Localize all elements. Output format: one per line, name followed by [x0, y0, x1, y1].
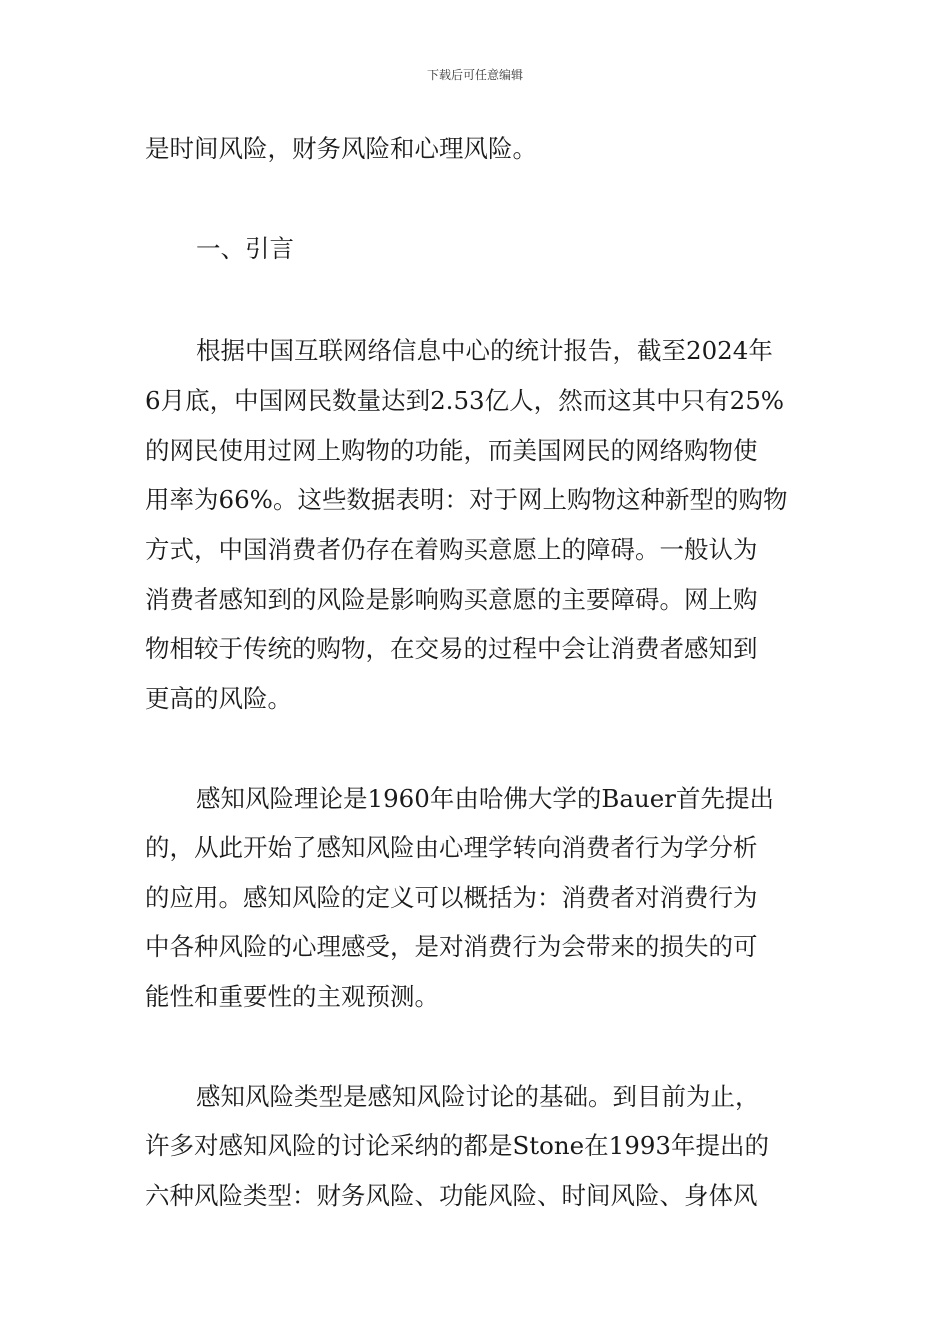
paragraph-line: 感知风险理论是1960年由哈佛大学的Bauer首先提出	[196, 784, 774, 813]
paragraph-line: 用率为66%。这些数据表明：对于网上购物这种新型的购物	[145, 485, 788, 514]
paragraph-line: 的，从此开始了感知风险由心理学转向消费者行为学分析	[145, 833, 758, 862]
paragraph-line: 能性和重要性的主观预测。	[145, 982, 439, 1011]
paragraph-line: 根据中国互联网络信息中心的统计报告，截至2024年	[196, 336, 773, 365]
paragraph-line: 更高的风险。	[145, 684, 292, 713]
paragraph-line: 中各种风险的心理感受，是对消费行为会带来的损失的可	[145, 932, 758, 961]
paragraph-line: 6月底，中国网民数量达到2.53亿人，然而这其中只有25%	[145, 386, 785, 415]
paragraph-line: 感知风险类型是感知风险讨论的基础。到目前为止，	[196, 1082, 760, 1111]
paragraph-line: 方式，中国消费者仍存在着购买意愿上的障碍。一般认为	[145, 535, 758, 564]
paragraph-line: 物相较于传统的购物，在交易的过程中会让消费者感知到	[145, 634, 758, 663]
paragraph-line: 消费者感知到的风险是影响购买意愿的主要障碍。网上购	[145, 585, 758, 614]
paragraph-line: 许多对感知风险的讨论采纳的都是Stone在1993年提出的	[145, 1131, 770, 1160]
paragraph-line: 的网民使用过网上购物的功能，而美国网民的网络购物使	[145, 436, 758, 465]
section-heading: 一、引言	[196, 234, 294, 263]
paragraph-line: 的应用。感知风险的定义可以概括为：消费者对消费行为	[145, 883, 758, 912]
paragraph-line: 六种风险类型：财务风险、功能风险、时间风险、身体风	[145, 1181, 758, 1210]
page-header-note: 下载后可任意编辑	[426, 68, 523, 82]
paragraph-line: 是时间风险，财务风险和心理风险。	[145, 134, 537, 163]
